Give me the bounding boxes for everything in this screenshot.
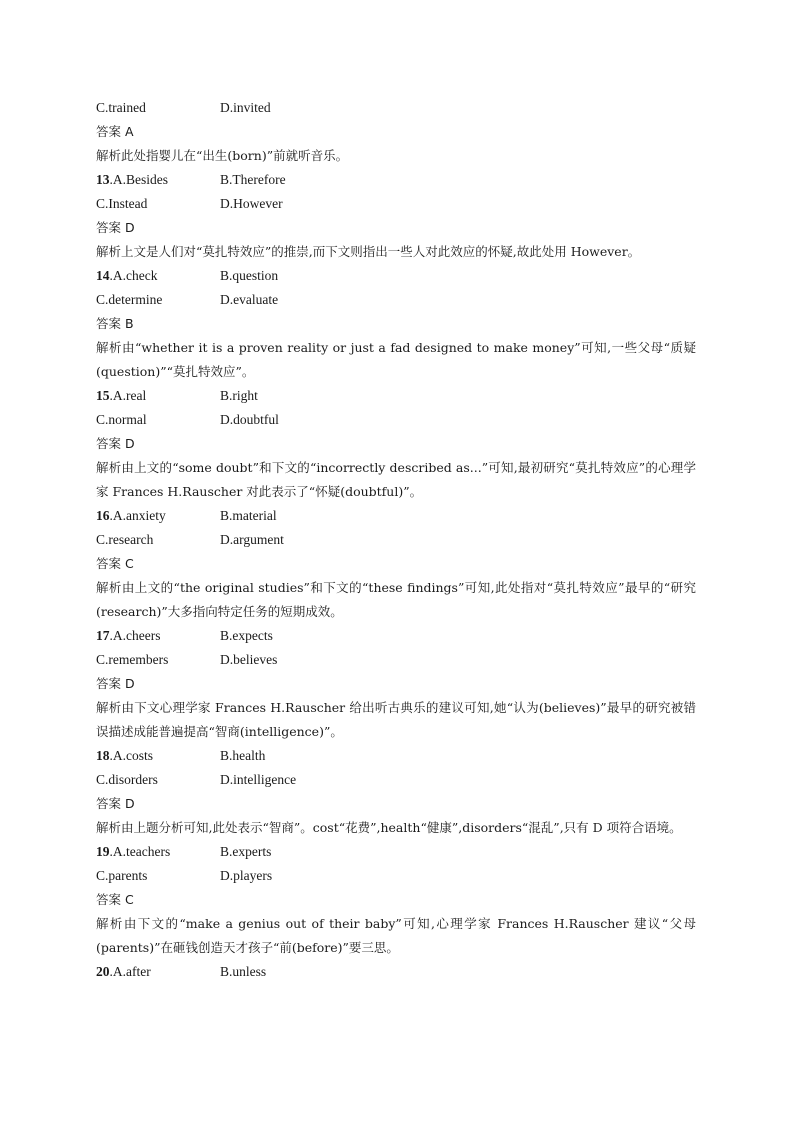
option-a: .A.costs — [109, 748, 153, 763]
answer-line: 答案 A — [96, 124, 134, 139]
explanation-text: 此处指婴儿在“出生(born)”前就听音乐。 — [121, 148, 349, 163]
answer-key-body — [96, 96, 696, 984]
option-b: B.experts — [220, 844, 272, 859]
analysis-label: 解析 — [96, 580, 122, 595]
answer-line: 答案 C — [96, 556, 134, 571]
question-16-options-ab — [96, 504, 696, 528]
answer-line: 答案 D — [96, 436, 135, 451]
question-number: 17 — [96, 628, 110, 643]
explanation-text: 由下文心理学家 Frances H.Rauscher 给出听古典乐的建议可知,她“认为(believes)”最早的研究被错误描述成能普遍提高“智商(intelligence)”。 — [96, 700, 696, 739]
option-d: D.evaluate — [220, 292, 279, 307]
question-number: 15 — [96, 388, 110, 403]
question-17-options-ab — [96, 624, 696, 648]
explanation — [96, 576, 696, 624]
analysis-label: 解析 — [96, 700, 122, 715]
option-b: B.material — [220, 508, 277, 523]
option-b: B.Therefore — [220, 172, 286, 187]
option-c: C.parents — [96, 868, 148, 883]
analysis-label: 解析 — [96, 820, 122, 835]
question-18-options-ab — [96, 744, 696, 768]
explanation — [96, 240, 696, 264]
explanation-text: 由“whether it is a proven reality or just a fad designed to make money”可知,一些父母“质疑(question)”“莫扎特效应”。 — [96, 340, 696, 379]
option-c: C.remembers — [96, 652, 169, 667]
answer-line: 答案 D — [96, 796, 135, 811]
explanation — [96, 144, 696, 168]
option-c: C.research — [96, 532, 154, 547]
option-d: D.doubtful — [220, 412, 279, 427]
question-17-options-cd — [96, 648, 696, 672]
explanation — [96, 456, 696, 504]
option-d: D.argument — [220, 532, 284, 547]
question-number: 16 — [96, 508, 110, 523]
question-19-options-cd — [96, 864, 696, 888]
question-14-options-ab — [96, 264, 696, 288]
question-number: 19 — [96, 844, 110, 859]
question-number: 20 — [96, 964, 110, 979]
question-number: 18 — [96, 748, 110, 763]
option-d: D.intelligence — [220, 772, 297, 787]
answer-line: 答案 D — [96, 220, 135, 235]
question-18-options-cd — [96, 768, 696, 792]
question-15-options-ab — [96, 384, 696, 408]
option-c: C.normal — [96, 412, 147, 427]
option-b: B.health — [220, 748, 266, 763]
explanation — [96, 696, 696, 744]
analysis-label: 解析 — [96, 460, 122, 475]
option-c: C.Instead — [96, 196, 148, 211]
option-c: C.disorders — [96, 772, 158, 787]
option-a: .A.cheers — [109, 628, 161, 643]
analysis-label: 解析 — [96, 340, 122, 355]
explanation-text: 上文是人们对“莫扎特效应”的推崇,而下文则指出一些人对此效应的怀疑,故此处用 However。 — [121, 244, 641, 259]
option-a: .A.check — [109, 268, 158, 283]
option-b: B.expects — [220, 628, 273, 643]
analysis-label: 解析 — [96, 916, 124, 931]
option-a: .A.teachers — [109, 844, 171, 859]
question-14-options-cd — [96, 288, 696, 312]
option-a: .A.anxiety — [109, 508, 166, 523]
question-13-options-ab — [96, 168, 696, 192]
question-number: 14 — [96, 268, 110, 283]
option-b: B.question — [220, 268, 279, 283]
question-20-options-ab — [96, 960, 696, 984]
question-13-options-cd — [96, 192, 696, 216]
option-d: D.believes — [220, 652, 278, 667]
answer-line: 答案 B — [96, 316, 134, 331]
option-c: C.determine — [96, 292, 163, 307]
question-19-options-ab — [96, 840, 696, 864]
option-a: .A.Besides — [109, 172, 168, 187]
answer-line: 答案 D — [96, 676, 135, 691]
explanation — [96, 912, 696, 960]
question-number: 13 — [96, 172, 110, 187]
explanation — [96, 816, 696, 840]
option-d: D.However — [220, 196, 283, 211]
option-a: .A.real — [109, 388, 147, 403]
option-b: B.right — [220, 388, 258, 403]
option-b: B.unless — [220, 964, 267, 979]
analysis-label: 解析 — [96, 244, 122, 259]
explanation-text: 由上文的“some doubt”和下文的“incorrectly described as...”可知,最初研究“莫扎特效应”的心理学家 Frances H.Rauscher 对此表示了“怀疑(doubtful)”。 — [96, 460, 696, 499]
answer-line: 答案 C — [96, 892, 134, 907]
explanation-text: 由上题分析可知,此处表示“智商”。cost“花费”,health“健康”,disorders“混乱”,只有 D 项符合语境。 — [121, 820, 682, 835]
option-d: D.players — [220, 868, 273, 883]
question-16-options-cd — [96, 528, 696, 552]
option-d: D.invited — [220, 100, 271, 115]
explanation-text: 由下文的“make a genius out of their baby”可知,心理学家 Frances H.Rauscher 建议“父母(parents)”在砸钱创造天才孩子“前(before)”要三思。 — [96, 916, 696, 955]
question-15-options-cd — [96, 408, 696, 432]
explanation-text: 由上文的“the original studies”和下文的“these findings”可知,此处指对“莫扎特效应”最早的“研究(research)”大多指向特定任务的短期成效。 — [96, 580, 696, 619]
analysis-label: 解析 — [96, 148, 122, 163]
options-row-cd — [96, 96, 696, 120]
option-c: C.trained — [96, 100, 146, 115]
explanation — [96, 336, 696, 384]
option-a: .A.after — [109, 964, 151, 979]
